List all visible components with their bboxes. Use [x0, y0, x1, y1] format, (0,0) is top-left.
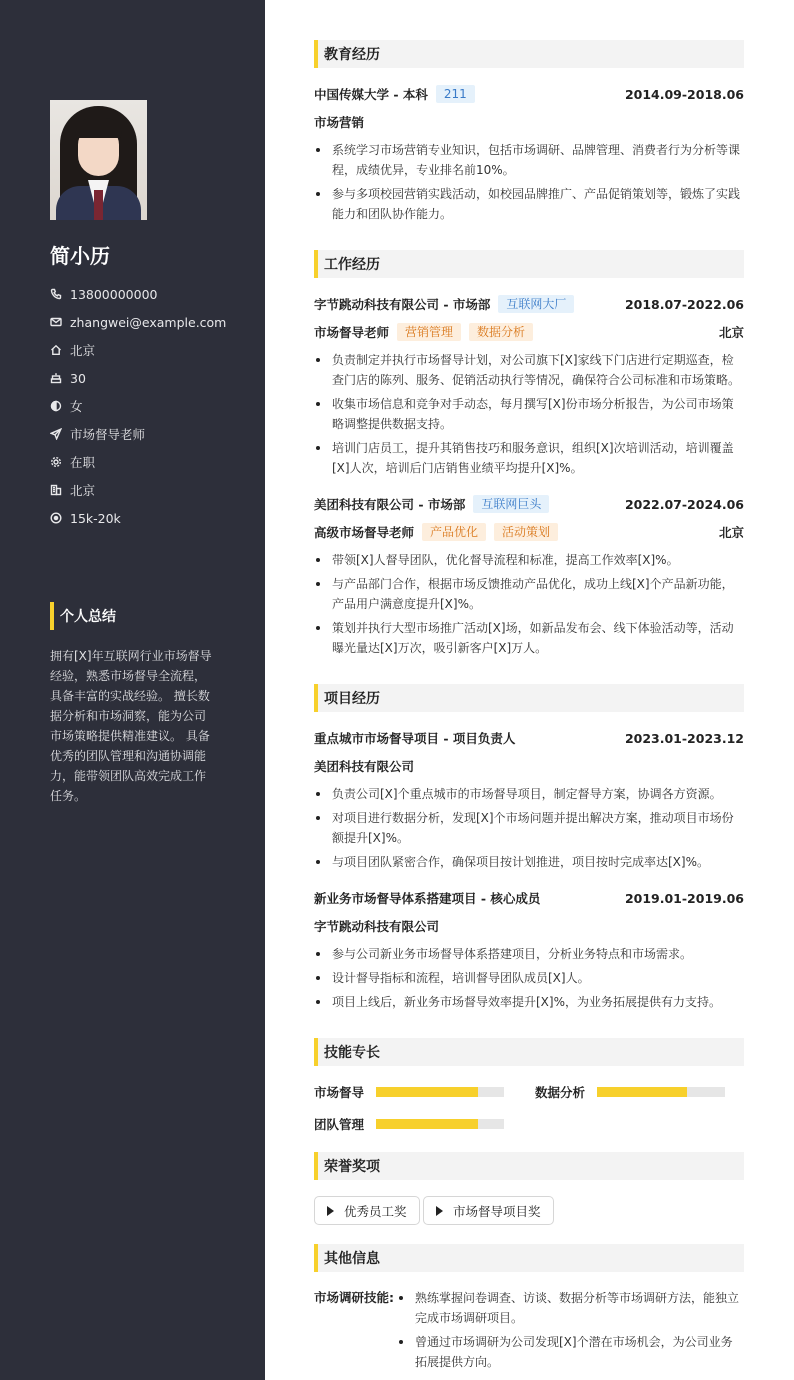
education-date: 2014.09-2018.06	[624, 86, 744, 102]
project-company-row	[314, 916, 744, 936]
role-tag: 产品优化	[422, 523, 486, 541]
award-chip	[423, 1196, 554, 1225]
list-item: 收集市场信息和竞争对手动态，每月撰写[X]份市场分析报告，为公司市场策略调整提供数据支持。	[314, 394, 744, 434]
education-school: 中国传媒大学 - 本科	[314, 87, 428, 102]
award-chip	[314, 1196, 420, 1225]
job-city: 北京	[718, 525, 744, 540]
skill-bar	[597, 1087, 725, 1097]
play-icon	[436, 1206, 443, 1216]
job-header	[314, 294, 744, 314]
project-company: 字节跳动科技有限公司	[314, 919, 440, 934]
award-label: 优秀员工奖	[344, 1203, 407, 1219]
list-item: 与项目团队紧密合作，确保项目按计划推进，项目按时完成率达[X]%。	[314, 852, 744, 872]
job-bullets	[314, 350, 744, 482]
education-major-row	[314, 112, 744, 132]
list-item: 参与多项校园营销实践活动，如校园品牌推广、产品促销策划等，锻炼了实践能力和团队协作能力。	[314, 184, 744, 224]
project-name: 新业务市场督导体系搭建项目 - 核心成员	[314, 891, 541, 906]
location-row	[50, 336, 226, 364]
contact-info	[50, 280, 226, 532]
list-item: 负责制定并执行市场督导计划，对公司旗下[X]家线下门店进行定期巡查，检查门店的陈列、服务、促销活动执行等情况，确保符合公司标准和市场策略。	[314, 350, 744, 390]
city-row	[50, 476, 226, 504]
building-icon	[50, 484, 62, 496]
home-icon	[50, 344, 62, 356]
email-row	[50, 308, 226, 336]
company-tag: 互联网巨头	[473, 495, 549, 513]
skill-fill	[597, 1087, 687, 1097]
skills-title: 技能专长	[314, 1038, 744, 1066]
project-date: 2023.01-2023.12	[624, 730, 744, 746]
project-company: 美团科技有限公司	[314, 759, 415, 774]
phone-text: 13800000000	[70, 286, 158, 302]
project-header	[314, 728, 744, 748]
job-role: 高级市场督导老师	[314, 525, 415, 540]
education-major: 市场营销	[314, 115, 365, 130]
role-tag: 活动策划	[494, 523, 558, 541]
job-role-row	[314, 322, 744, 342]
job-date: 2018.07-2022.06	[624, 296, 744, 312]
skill-bar	[376, 1119, 504, 1129]
project-bullets	[314, 944, 744, 1016]
summary-text: 拥有[X]年互联网行业市场督导经验，熟悉市场督导全流程，具备丰富的实战经验。 擅长数据分析和市场洞察，能为公司市场策略提供精准建议。 具备优秀的团队管理和沟通协调能力，能带领团队高效完成工作任务。	[50, 649, 212, 803]
skill-item	[314, 1115, 504, 1133]
project-name: 重点城市市场督导项目 - 项目负责人	[314, 731, 516, 746]
sidebar	[0, 0, 265, 1380]
list-item: 项目上线后，新业务市场督导效率提升[X]%，为业务拓展提供有力支持。	[314, 992, 744, 1012]
project-bullets	[314, 784, 744, 876]
list-item: 培训门店员工，提升其销售技巧和服务意识，组织[X]次培训活动，培训覆盖[X]人次，培训后门店销售业绩平均提升[X]%。	[314, 438, 744, 478]
gear-icon	[50, 456, 62, 468]
school-tag: 211	[436, 85, 475, 103]
project-header	[314, 888, 744, 908]
job-company: 美团科技有限公司 - 市场部	[314, 497, 466, 512]
mail-icon	[50, 316, 62, 328]
city-text: 北京	[70, 483, 96, 498]
list-item: 曾通过市场调研为公司发现[X]个潜在市场机会，为公司业务拓展提供方向。	[397, 1332, 744, 1372]
job-bullets	[314, 550, 744, 662]
job-role-row	[314, 522, 744, 542]
skill-name: 团队管理	[314, 1117, 365, 1132]
send-icon	[50, 428, 62, 440]
job-city: 北京	[718, 325, 744, 340]
skill-item	[314, 1083, 504, 1101]
education-bullets	[314, 140, 744, 228]
list-item: 对项目进行数据分析，发现[X]个市场问题并提出解决方案，推动项目市场份额提升[X]%。	[314, 808, 744, 848]
status-text: 在职	[70, 455, 96, 470]
education-title: 教育经历	[314, 40, 744, 68]
candidate-name: 简小历	[50, 244, 110, 268]
award-label: 市场督导项目奖	[453, 1203, 541, 1219]
phone-row	[50, 280, 226, 308]
skill-fill	[376, 1087, 478, 1097]
list-item: 带领[X]人督导团队，优化督导流程和标准，提高工作效率[X]%。	[314, 550, 744, 570]
play-icon	[327, 1206, 334, 1216]
email-text: zhangwei@example.com	[70, 314, 227, 330]
position-row	[50, 420, 226, 448]
job-company: 字节跳动科技有限公司 - 市场部	[314, 297, 491, 312]
gender-icon	[50, 400, 62, 412]
skill-bar	[376, 1087, 504, 1097]
other-bullets	[397, 1288, 744, 1376]
profile-photo	[50, 100, 147, 220]
gender-row	[50, 392, 226, 420]
role-tag: 营销管理	[397, 323, 461, 341]
role-tag: 数据分析	[469, 323, 533, 341]
location-text: 北京	[70, 343, 96, 358]
phone-icon	[50, 288, 62, 300]
education-header	[314, 84, 744, 104]
list-item: 策划并执行大型市场推广活动[X]场，如新品发布会、线下体验活动等，活动曝光量达[X]万次，吸引新客户[X]万人。	[314, 618, 744, 658]
skill-item	[535, 1083, 725, 1101]
awards-title: 荣誉奖项	[314, 1152, 744, 1180]
job-date: 2022.07-2024.06	[624, 496, 744, 512]
skill-name: 数据分析	[535, 1085, 586, 1100]
other-label: 市场调研技能:	[314, 1290, 394, 1305]
money-icon	[50, 512, 62, 524]
list-item: 负责公司[X]个重点城市的市场督导项目，制定督导方案，协调各方资源。	[314, 784, 744, 804]
list-item: 与产品部门合作，根据市场反馈推动产品优化，成功上线[X]个产品新功能，产品用户满意度提升[X]%。	[314, 574, 744, 614]
position-text: 市场督导老师	[70, 427, 146, 442]
company-tag: 互联网大厂	[498, 295, 574, 313]
summary-title: 个人总结	[50, 602, 116, 630]
projects-title: 项目经历	[314, 684, 744, 712]
age-text: 30	[70, 370, 86, 386]
list-item: 熟练掌握问卷调查、访谈、数据分析等市场调研方法，能独立完成市场调研项目。	[397, 1288, 744, 1328]
cake-icon	[50, 372, 62, 384]
skill-name: 市场督导	[314, 1085, 365, 1100]
project-date: 2019.01-2019.06	[624, 890, 744, 906]
salary-row	[50, 504, 226, 532]
work-title: 工作经历	[314, 250, 744, 278]
list-item: 系统学习市场营销专业知识，包括市场调研、品牌管理、消费者行为分析等课程，成绩优异，专业排名前10%。	[314, 140, 744, 180]
job-header	[314, 494, 744, 514]
list-item: 设计督导指标和流程，培训督导团队成员[X]人。	[314, 968, 744, 988]
age-row	[50, 364, 226, 392]
project-company-row	[314, 756, 744, 776]
gender-text: 女	[70, 399, 83, 414]
salary-text: 15k-20k	[70, 510, 121, 526]
status-row	[50, 448, 226, 476]
list-item: 参与公司新业务市场督导体系搭建项目，分析业务特点和市场需求。	[314, 944, 744, 964]
other-title: 其他信息	[314, 1244, 744, 1272]
job-role: 市场督导老师	[314, 325, 390, 340]
skill-fill	[376, 1119, 478, 1129]
